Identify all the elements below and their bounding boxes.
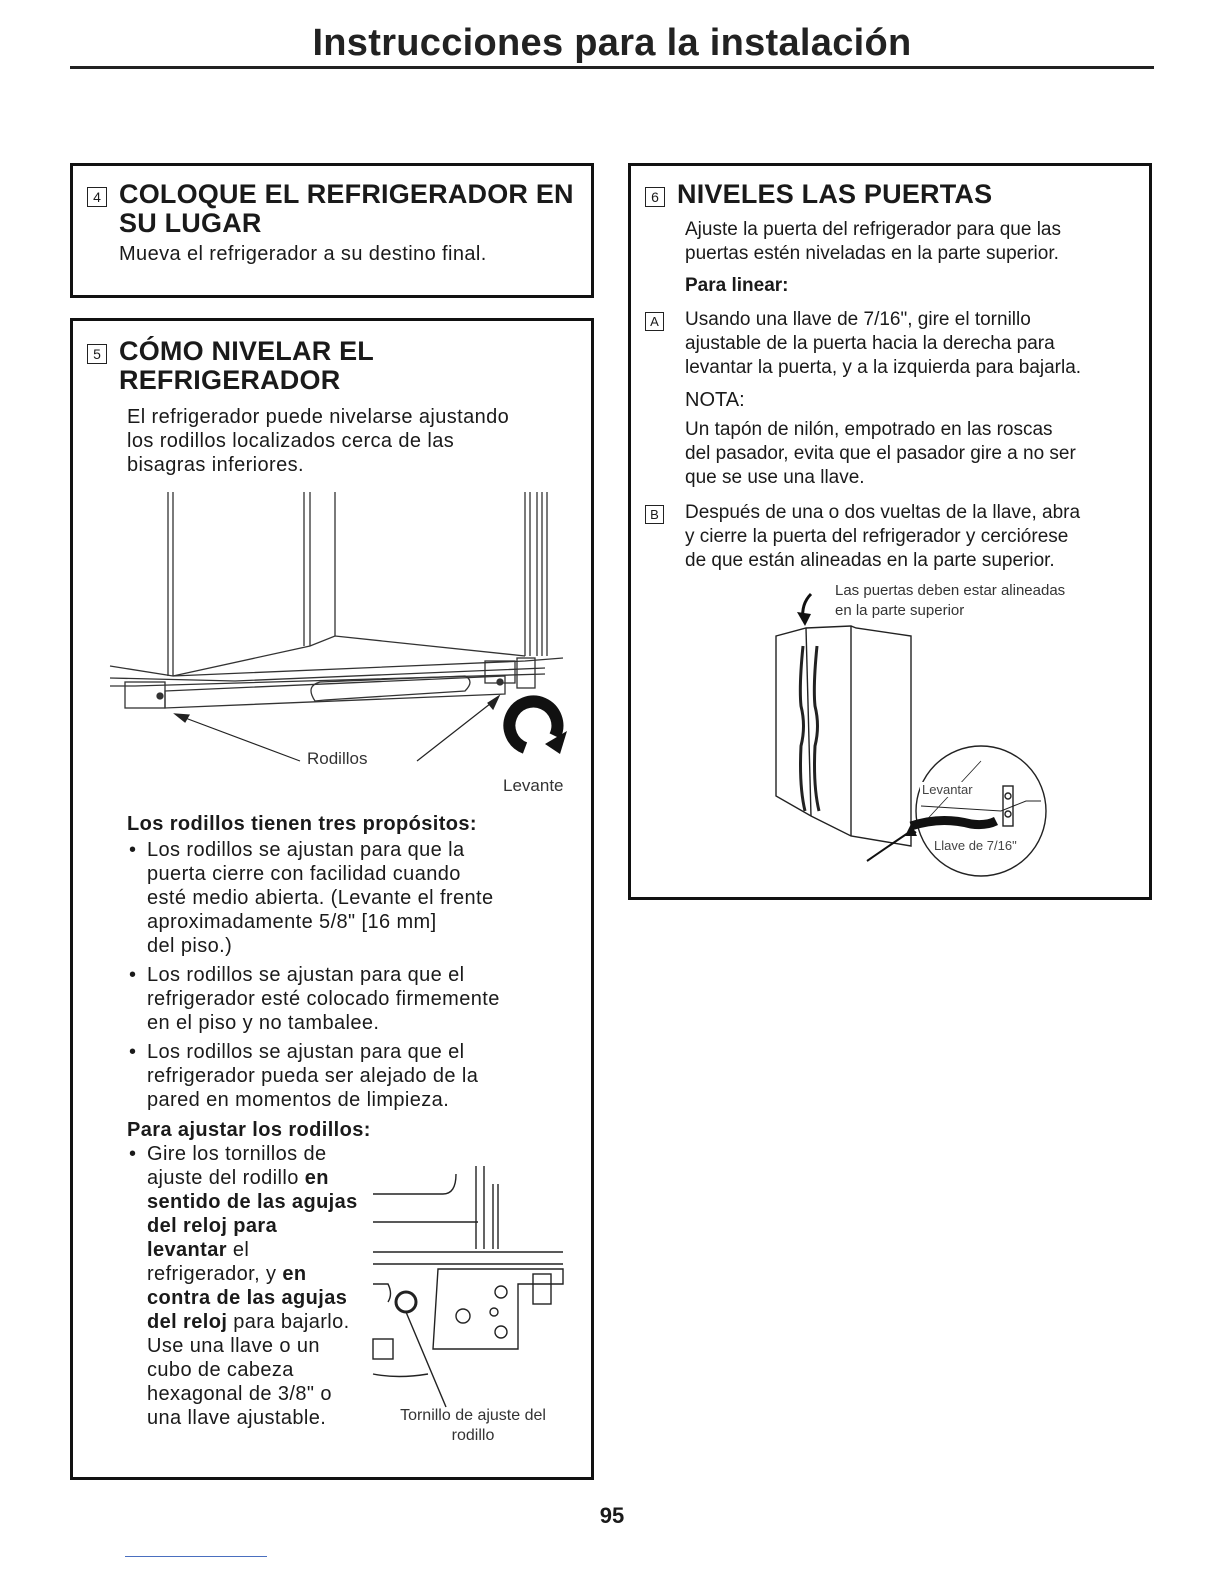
- purpose-item: [127, 963, 577, 1035]
- roller-screw-caption: [378, 1406, 568, 1446]
- adjust-line: una llave ajustable.: [147, 1407, 327, 1429]
- section-4-title-line2: SU LUGAR: [119, 208, 262, 238]
- purpose-line: refrigerador esté colocado firmemente: [147, 988, 500, 1010]
- adjust-line: • Gire los tornillos de: [147, 1143, 327, 1165]
- purpose-line: refrigerador pueda ser alejado de la: [147, 1065, 479, 1087]
- purpose-line: puerta cierre con facilidad cuando: [147, 863, 461, 885]
- note-line: del pasador, evita que el pasador gire a no ser: [685, 443, 1076, 464]
- note-heading: NOTA:: [685, 389, 745, 411]
- step-letter-a: A: [645, 312, 664, 331]
- adjust-line: sentido de las agujas: [147, 1191, 358, 1213]
- purpose-line: esté medio abierta. (Levante el frente: [147, 887, 494, 909]
- intro-line: Ajuste la puerta del refrigerador para que las: [685, 219, 1062, 240]
- adjust-line: levantar el: [147, 1239, 250, 1261]
- section-4-body: Mueva el refrigerador a su destino final.: [119, 243, 487, 265]
- section-6-title: NIVELES LAS PUERTAS: [677, 179, 993, 209]
- section-6-intro: [685, 218, 1145, 298]
- intro-line: los rodillos localizados cerca de las: [127, 430, 455, 452]
- step-letter-b: B: [645, 505, 664, 524]
- adjust-line: Use una llave o un: [147, 1335, 320, 1357]
- purpose-line: en el piso y no tambalee.: [147, 1012, 380, 1034]
- step-number-4: 4: [87, 187, 107, 207]
- step-a-line: levantar la puerta, y a la izquierda para bajarla.: [685, 357, 1082, 378]
- step-number-5: 5: [87, 344, 107, 364]
- caption-line: en la parte superior: [835, 602, 965, 619]
- purpose-line: • Los rodillos se ajustan para que el: [147, 1041, 465, 1063]
- step-a-line: Usando una llave de 7/16", gire el tornillo: [685, 309, 1031, 330]
- step-b-line: Después de una o dos vueltas de la llave, abra: [685, 502, 1081, 523]
- step-b-line: y cierre la puerta del refrigerador y cerciórese: [685, 526, 1069, 547]
- step-a-text: [685, 308, 1145, 490]
- step-b-text: [685, 501, 1145, 573]
- section-5-title-line2: REFRIGERADOR: [119, 365, 341, 395]
- align-heading: Para linear:: [685, 275, 789, 296]
- curved-arrow-icon: [797, 594, 811, 626]
- title-rule: [70, 66, 1154, 69]
- note-line: que se use una llave.: [685, 467, 865, 488]
- step-b-line: de que están alineadas en la parte superior.: [685, 550, 1055, 571]
- adjust-line: contra de las agujas: [147, 1287, 348, 1309]
- adjust-line: refrigerador, y en: [147, 1263, 307, 1285]
- purpose-line: aproximadamente 5/8" [16 mm]: [147, 911, 437, 933]
- adjust-heading: Para ajustar los rodillos:: [127, 1119, 371, 1141]
- step-a-line: ajustable de la puerta hacia la derecha para: [685, 333, 1055, 354]
- intro-line: puertas estén niveladas en la parte superior.: [685, 243, 1059, 264]
- step-number-6: 6: [645, 187, 665, 207]
- roller-screw-illustration: [368, 1164, 568, 1414]
- caption-line: rodillo: [451, 1427, 495, 1444]
- section-5-box: [70, 318, 594, 1480]
- page-number: 95: [599, 1503, 625, 1528]
- intro-line: El refrigerador puede nivelarse ajustando: [127, 406, 510, 428]
- adjust-line: del reloj para: [147, 1215, 278, 1237]
- rollers-label: Rodillos: [307, 749, 368, 768]
- section-4-title-line1: COLOQUE EL REFRIGERADOR EN: [119, 179, 574, 209]
- purpose-item: [127, 1040, 577, 1112]
- section-4-box: [70, 163, 594, 298]
- section-6-box: [628, 163, 1152, 900]
- rotate-arrow-icon: [509, 702, 567, 754]
- note-line: Un tapón de nilón, empotrado en las roscas: [685, 419, 1053, 440]
- purpose-line: del piso.): [147, 935, 233, 957]
- section-5-title-line1: CÓMO NIVELAR EL: [119, 336, 375, 366]
- purpose-line: pared en momentos de limpieza.: [147, 1089, 450, 1111]
- adjust-line: del reloj para bajarlo.: [147, 1311, 350, 1333]
- doors-illustration: [771, 586, 1056, 881]
- caption-line: Tornillo de ajuste del: [400, 1407, 546, 1424]
- wrench-label: Llave de 7/16": [934, 838, 1017, 853]
- adjust-line: hexagonal de 3/8" o: [147, 1383, 332, 1405]
- purpose-item: [127, 838, 577, 958]
- caption-line: Las puertas deben estar alineadas: [835, 582, 1066, 599]
- wrench-icon: [911, 820, 996, 833]
- adjust-line: cubo de cabeza: [147, 1359, 294, 1381]
- purpose-line: • Los rodillos se ajustan para que la: [147, 839, 465, 861]
- intro-line: bisagras inferiores.: [127, 454, 304, 476]
- adjust-line: ajuste del rodillo en: [147, 1167, 329, 1189]
- page-title: Instrucciones para la instalación: [312, 22, 912, 64]
- section-5-intro: [127, 405, 509, 477]
- lift-label: Levantar: [922, 782, 973, 797]
- footer-rule: [125, 1556, 267, 1557]
- purposes-heading: Los rodillos tienen tres propósitos:: [127, 813, 477, 835]
- lift-label: Levante: [503, 776, 564, 795]
- purpose-line: • Los rodillos se ajustan para que el: [147, 964, 465, 986]
